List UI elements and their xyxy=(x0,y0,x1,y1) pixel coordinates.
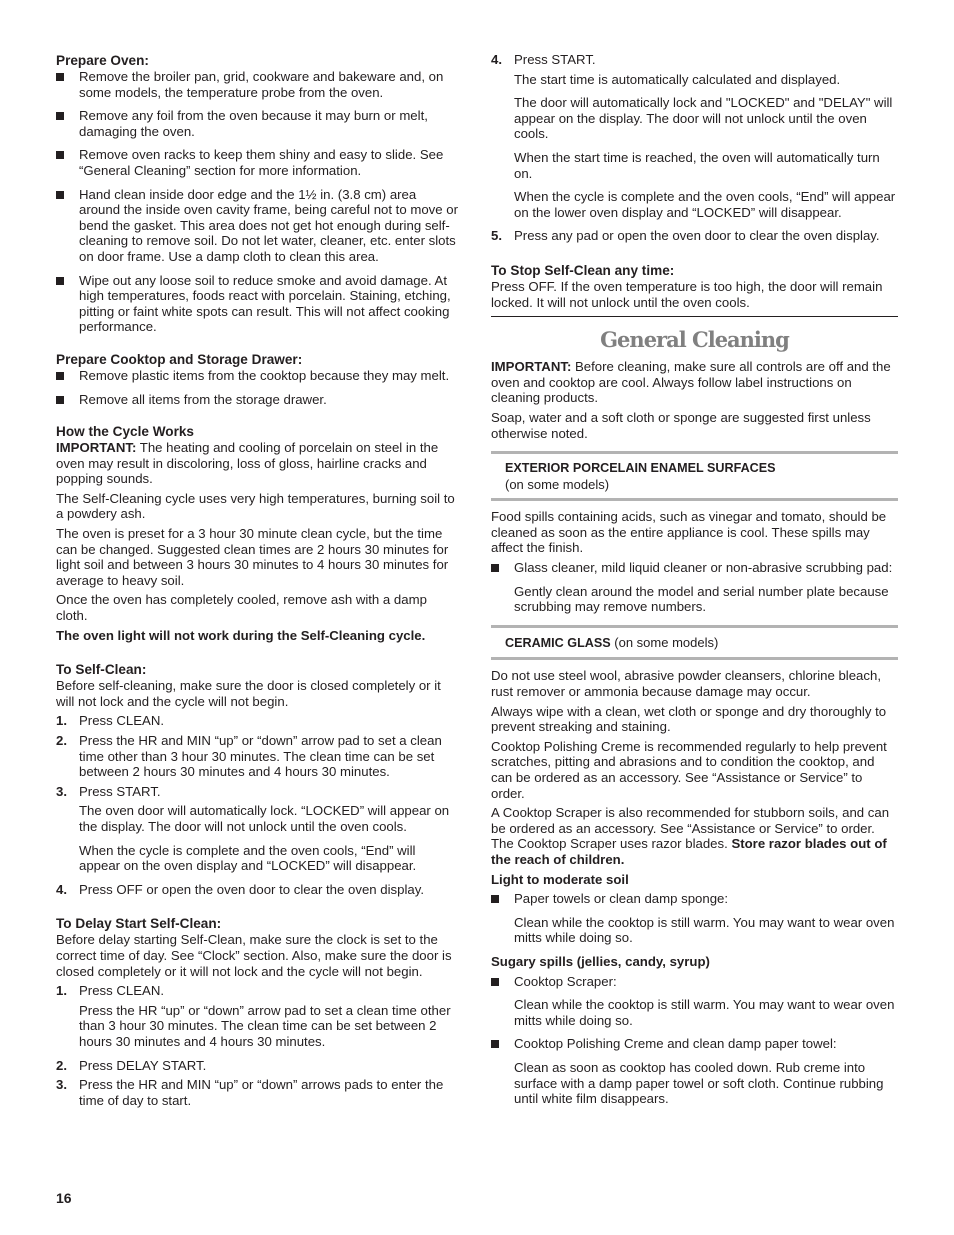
list-item: Hand clean inside door edge and the 1½ in. (3.8 cm) area around the inside oven cavity frame, being careful not to move or bend the gasket. This area does not get hot enough during self-cleaning to remove soil. Do not let water, cleaner, etc. enter slots on door frame. Use a damp cloth to clean this area. xyxy=(56,187,460,265)
bullet-square-icon xyxy=(56,396,64,404)
box-rule-bottom xyxy=(491,657,898,660)
bullet-square-icon xyxy=(56,151,64,159)
bullet-square-icon xyxy=(56,191,64,199)
stop-text: Press OFF. If the oven temperature is too high, the door will remain locked. It will not unlock until the oven cools. xyxy=(491,278,883,310)
sugary-spills-heading: Sugary spills (jellies, candy, syrup) xyxy=(491,953,710,969)
exterior-paragraph: Food spills containing acids, such as vinegar and tomato, should be cleaned as soon as the entire appliance is cool. These spills may affect the finish. xyxy=(491,509,887,556)
delay-intro: Before delay starting Self-Clean, make sure the clock is set to the correct time of day. See “Clock” section. Also, make sure the door is closed completely or it will not lock and the cycle will not begin. xyxy=(56,932,452,979)
bullet-detail: Clean while the cooktop is still warm. You may want to wear oven mitts while doing so. xyxy=(514,914,895,946)
box-rule-bottom xyxy=(491,498,898,501)
self-clean-intro: Before self-cleaning, make sure the door is closed completely or it will not lock and the cycle will not begin. xyxy=(56,678,441,709)
step-detail: Press the HR “up” or “down” arrow pad to set a clean time other than 3 hour 30 minutes. The clean time can be set between 2 hours 30 minutes and 4 hours 30 minutes. xyxy=(79,1002,451,1049)
step-item: 5. Press any pad or open the oven door to clear the oven display. xyxy=(491,228,880,244)
cycle-important: IMPORTANT: The heating and cooling of porcelain on steel in the oven may result in discoloring, loss of gloss, hairline cracks and popping sounds. xyxy=(56,440,439,487)
prepare-oven-heading: Prepare Oven: xyxy=(56,53,149,68)
bullet-square-icon xyxy=(491,1040,499,1048)
ceramic-paragraph: Always wipe with a clean, wet cloth or sponge and dry thoroughly to prevent streaking and staining. xyxy=(491,703,887,735)
prepare-cooktop-heading: Prepare Cooktop and Storage Drawer: xyxy=(56,351,303,367)
general-important: IMPORTANT: Before cleaning, make sure all controls are off and the oven and cooktop are cool. Always follow label instructions on cleaning products. xyxy=(491,359,891,406)
right-column xyxy=(491,52,898,1115)
page-title: General Cleaning xyxy=(600,327,789,353)
list-item: Remove the broiler pan, grid, cookware and bakeware and, on some models, the temperature probe from the oven. xyxy=(56,69,460,100)
step-item: 2. Press DELAY START. xyxy=(56,1057,207,1073)
oven-light-warning: The oven light will not work during the Self-Cleaning cycle. xyxy=(56,627,426,643)
box-rule-top xyxy=(491,625,898,628)
bullet-square-icon xyxy=(491,978,499,986)
bullet-detail: Gently clean around the model and serial number plate because scrubbing may remove numbers. xyxy=(514,583,889,615)
list-item: Paper towels or clean damp sponge: xyxy=(491,891,898,907)
left-column xyxy=(56,52,460,1112)
box-rule-top xyxy=(491,451,898,454)
general-paragraph: Soap, water and a soft cloth or sponge are suggested first unless otherwise noted. xyxy=(491,409,871,441)
step-item: 3. Press the HR and MIN “up” or “down” arrows pads to enter the time of day to start. xyxy=(56,1077,444,1108)
list-item: Cooktop Polishing Creme and clean damp paper towel: xyxy=(491,1036,898,1052)
step-detail: The start time is automatically calculated and displayed. xyxy=(514,71,841,87)
step-item: 3. Press START. xyxy=(56,783,161,799)
light-soil-heading: Light to moderate soil xyxy=(491,871,629,887)
list-item: Cooktop Scraper: xyxy=(491,974,898,990)
step-detail: When the start time is reached, the oven will automatically turn on. xyxy=(514,149,880,181)
ceramic-paragraph: Cooktop Polishing Creme is recommended regularly to help prevent scratches, pitting and abrasions and to condition the cooktop, and can be ordered as an accessory. See “Assistance or Service” to order. xyxy=(491,738,887,801)
step-detail: The oven door will automatically lock. “LOCKED” will appear on the display. The door will not unlock until the oven cools. xyxy=(79,803,450,834)
step-item: 4. Press OFF or open the oven door to clear the oven display. xyxy=(56,881,425,897)
section-divider xyxy=(491,316,898,317)
step-item: 2. Press the HR and MIN “up” or “down” arrow pad to set a clean time other than 3 hour 30 minutes. The clean time can be set between 2 hours 30 minutes and 4 hours 30 minutes. xyxy=(56,733,442,780)
cycle-paragraph: The oven is preset for a 3 hour 30 minute clean cycle, but the time can be changed. Suggested clean times are 2 hours 30 minutes for light soil and between 3 hours 30 minutes to 4 hours 30 minutes for average to heavy soil. xyxy=(56,526,449,588)
list-item: Remove plastic items from the cooktop because they may melt. xyxy=(56,368,460,384)
cycle-heading: How the Cycle Works xyxy=(56,424,194,440)
page-number: 16 xyxy=(56,1190,72,1206)
bullet-detail: Clean as soon as cooktop has cooled down. Rub creme into surface with a damp paper towel or soft cloth. Continue rubbing until white film disappears. xyxy=(514,1059,884,1107)
step-item: 1. Press CLEAN. xyxy=(56,983,165,999)
bullet-square-icon xyxy=(56,372,64,380)
step-item: 4. Press START. xyxy=(491,52,596,67)
step-detail: When the cycle is complete and the oven cools, “End” will appear on the lower oven display and “LOCKED” will disappear. xyxy=(514,189,896,220)
cycle-paragraph: Once the oven has completely cooled, remove ash with a damp cloth. xyxy=(56,592,427,624)
step-detail: The door will automatically lock and "LOCKED" and "DELAY" will appear on the display. The door will not unlock until the oven cools. xyxy=(514,95,893,142)
exterior-caption: EXTERIOR PORCELAIN ENAMEL SURFACES (on some models) xyxy=(505,461,776,492)
cycle-paragraph: The Self-Cleaning cycle uses very high temperatures, burning soil to a powdery ash. xyxy=(56,490,455,522)
list-item: Remove oven racks to keep them shiny and easy to slide. See “General Cleaning” section for more information. xyxy=(56,147,460,178)
ceramic-caption: CERAMIC GLASS (on some models) xyxy=(505,634,719,650)
bullet-square-icon xyxy=(56,112,64,120)
step-item: 1. Press CLEAN. xyxy=(56,713,165,729)
delay-heading: To Delay Start Self-Clean: xyxy=(56,916,222,932)
bullet-square-icon xyxy=(491,895,499,903)
bullet-square-icon xyxy=(491,564,499,572)
list-item: Wipe out any loose soil to reduce smoke and avoid damage. At high temperatures, foods react with porcelain. Staining, etching, pitting or faint white spots can result. This will not affect cooking performance. xyxy=(56,273,460,335)
ceramic-paragraph: Do not use steel wool, abrasive powder cleansers, chlorine bleach, rust remover or ammonia because damage may occur. xyxy=(491,668,881,700)
bullet-square-icon xyxy=(56,277,64,285)
list-item: Glass cleaner, mild liquid cleaner or non-abrasive scrubbing pad: xyxy=(491,560,898,576)
bullet-square-icon xyxy=(56,73,64,81)
bullet-detail: Clean while the cooktop is still warm. You may want to wear oven mitts while doing so. xyxy=(514,997,895,1028)
ceramic-paragraph: A Cooktop Scraper is also recommended for stubborn soils, and can be ordered as an accessory. See “Assistance or Service” to order. The Cooktop Scraper uses razor blades. Store razor blades out of the reach of children. xyxy=(491,805,890,867)
self-clean-heading: To Self-Clean: xyxy=(56,662,147,678)
stop-heading: To Stop Self-Clean any time: xyxy=(491,262,675,278)
step-detail: When the cycle is complete and the oven cools, “End” will appear on the oven display and “LOCKED” will disappear. xyxy=(79,842,417,874)
list-item: Remove any foil from the oven because it may burn or melt, damaging the oven. xyxy=(56,108,460,139)
list-item: Remove all items from the storage drawer. xyxy=(56,392,460,408)
